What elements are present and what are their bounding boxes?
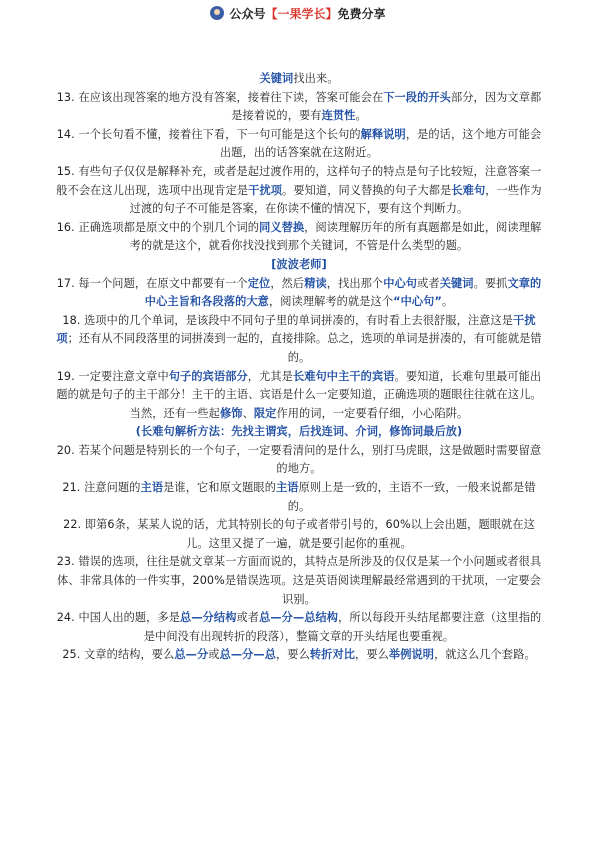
text-run: ，阅读理解历年的所有真题都是如此，阅读理解考的就是这个，就看你找没找到那个关键词，不管是什么类型的题。 [129,220,542,253]
highlighted-term: 长难句中主干的宾语 [292,369,395,383]
highlighted-term: 文章的中心主旨和各段落的大意 [144,276,542,309]
text-run: ，找出那个 [326,276,384,290]
highlighted-term: 总—分—总 [219,648,277,662]
text-run: 是谁，它和原文题眼的 [163,481,277,495]
highlighted-term: 关键词 [259,72,294,85]
highlighted-term: “中心句” [393,295,442,309]
paragraph [52,126,546,163]
highlighted-term: 修饰 [219,406,243,420]
paragraph [52,312,546,368]
paragraph [52,516,546,553]
text-run: 原则上是一致的，主语不一致，一般来说都是错的。 [287,481,536,513]
highlighted-term: 总—分 [174,648,209,662]
text-run: 21. 注意问题的 [62,481,141,495]
text-run: ；还有从不同段落里的词拼凑到一起的，直接排除。总之，选项的单词是拼凑的，有可能就是错的。 [67,332,542,364]
text-run: 18. 选项中的几个单词，是该段中不同句子里的单词拼凑的，有时看上去很舒服，注意这是 [62,313,514,327]
text-run: 15. 有些句子仅仅是解释补充，或者是起过渡作用的，这样句子的特点是句子比较短，注意答案一般不会在这儿出现，选项中出现肯定是 [56,164,542,197]
highlighted-term: 解释说明 [360,127,406,141]
highlighted-term: 主语 [140,481,164,495]
text-run: 、 [242,406,254,420]
text-run: 或者 [417,276,440,290]
highlighted-term: 长难句 [451,183,486,197]
section-heading [52,423,546,442]
text-run: ，要么 [355,648,389,662]
text-run: 或者 [236,611,260,625]
header-suffix: 免费分享 [337,6,386,21]
highlighted-term: 连贯性 [321,109,356,123]
highlighted-term: [波波老师] [271,257,327,271]
text-run: 或 [208,648,220,662]
highlighted-term: 下一段的开头 [383,90,451,104]
header-account-name: 【一果学长】 [265,6,338,21]
highlighted-term: 限定 [253,406,277,420]
text-run: 19. 一定要注意文章中 [56,369,169,383]
highlighted-term: 句子的宾语部分 [168,369,248,383]
text-run: 24. 中国人出的题，多是 [56,611,181,625]
text-run: 23. 错误的选项，往往是就文章某一方面而说的，其特点是所涉及的仅仅是某一个小问题或者很具体、非常具体的一件实事，200%是错误选项。这是英语阅读理解最经常遇到的干扰项，一定要会识别。 [56,555,542,606]
text-run: 。要知道，长难句里最可能出题的就是句子的主干部分！主干的主语、宾语是什么一定要知道，正确选项的题眼往往就在这儿。当然，还有一些起 [56,369,542,420]
highlighted-term: 中心句 [383,276,418,290]
highlighted-term: (长难句解析方法：先找主谓宾，后找连词、介词，修饰词最后放) [135,425,463,439]
text-run: 。 [441,295,454,309]
text-run: 。要知道，同义替换的句子大都是 [282,183,452,197]
text-run: 找出来。 [293,72,339,85]
text-run: 16. 正确选项都是原文中的个别几个词的 [56,220,260,234]
highlighted-term: 定位 [247,276,271,290]
highlighted-term: 举例说明 [388,648,435,662]
section-heading [52,256,546,275]
document-body [52,70,546,665]
paragraph [52,442,546,479]
paragraph [52,89,546,126]
highlighted-term: 转折对比 [309,648,356,662]
paragraph [52,553,546,609]
paragraph [52,368,546,424]
highlighted-term: 总—分结构 [180,611,237,625]
text-run: ，阅读理解考的就是这个 [268,295,394,309]
paragraph [52,646,546,665]
text-run: ，要么 [276,648,310,662]
text-run: 作用的词，一定要看仔细，小心陷阱。 [276,406,469,420]
text-run: 部分，因为文章都是接着说的，要有 [231,90,542,123]
highlighted-term: 主语 [276,481,299,495]
header-prefix: 公众号 [229,6,266,21]
paragraph [52,163,546,219]
paragraph [52,70,546,89]
paragraph [52,609,546,646]
avatar-logo-icon [210,6,224,20]
paragraph [52,479,546,516]
text-run: 13. 在应该出现答案的地方没有答案，接着往下读，答案可能会在 [56,90,384,104]
highlighted-term: 同义替换 [259,220,305,234]
text-run: 14. 一个长句看不懂，接着往下看，下一句可能是这个长句的 [56,127,361,141]
text-run: ，就这么几个套路。 [434,648,536,662]
highlighted-term: 关键词 [439,276,474,290]
paragraph [52,219,546,256]
paragraph [52,275,546,312]
page-header [0,0,596,26]
text-run: 25. 文章的结构，要么 [62,648,175,662]
text-run: ，是的话，这个地方可能会出题，出的话答案就在这附近。 [219,127,542,160]
highlighted-term: 精读 [304,276,327,290]
text-run: 22. 即第6条，某某人说的话，尤其特别长的句子或者带引号的，60%以上会出题，题眼就在这儿。这里又提了一遍，就是要引起你的重视。 [63,518,535,550]
text-run: 17. 每一个问题，在原文中都要有一个 [56,276,248,290]
text-run: ，然后 [270,276,305,290]
text-run: 。要抓 [473,276,508,290]
text-run: ，所以每段开头结尾都要注意（这里指的是中间没有出现转折的段落），整篇文章的开头结尾也要重视。 [143,611,542,643]
highlighted-term: 干扰项 [248,183,283,197]
highlighted-term: 干扰项 [56,313,536,346]
text-run: 20. 若某个问题是特别长的一个句子，一定要看清问的是什么，别打马虎眼，这是做题时需要留意的地方。 [56,443,542,476]
text-run: ，尤其是 [247,369,293,383]
text-run: 。 [355,109,367,123]
text-run: ，一些作为过渡的句子不可能是答案，在你读不懂的情况下，要有这个判断力。 [129,183,542,216]
highlighted-term: 总—分—总结构 [259,611,339,625]
